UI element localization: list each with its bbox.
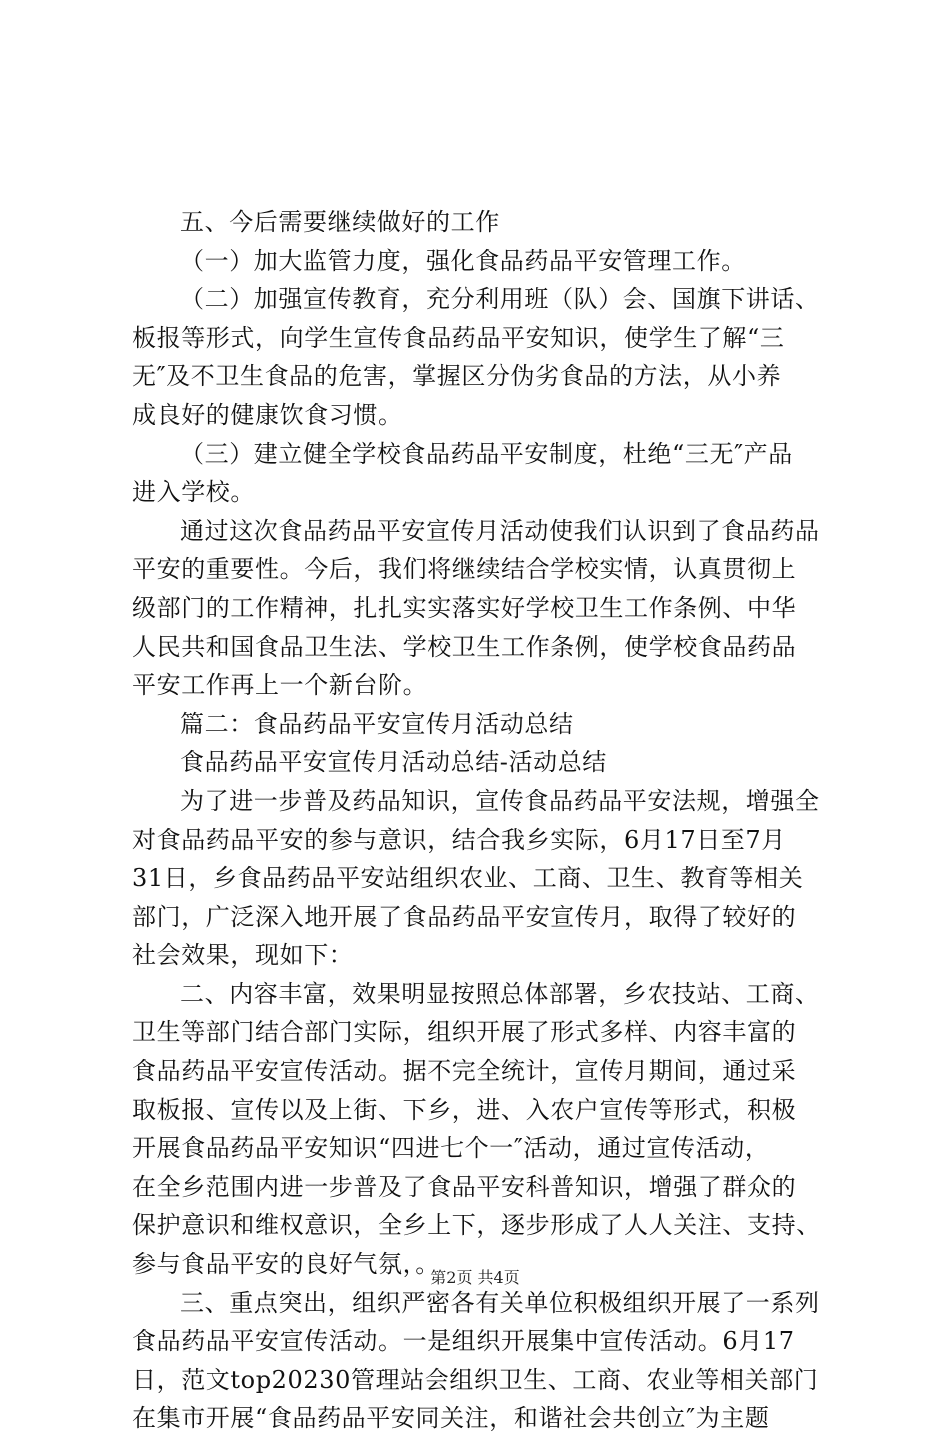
section-heading: 五、今后需要继续做好的工作 — [180, 208, 500, 236]
paragraph-line: 成良好的健康饮食习惯。 — [132, 400, 403, 429]
paragraph-line: （三）建立健全学校食品药品平安制度，杜绝“三无″产品 — [180, 439, 793, 468]
paragraph-line: 部门，广泛深入地开展了食品药品平安宣传月，取得了较好的 — [132, 902, 797, 931]
paragraph-line: 无″及不卫生食品的危害，掌握区分伪劣食品的方法，从小养 — [132, 362, 782, 391]
paragraph-line: 平安的重要性。今后，我们将继续结合学校实情，认真贯彻上 — [132, 555, 797, 584]
paragraph-line: 级部门的工作精神，扎扎实实落实好学校卫生工作条例、中华 — [132, 593, 797, 622]
paragraph-line: 日，范文top20230管理站会组织卫生、工商、农业等相关部门 — [132, 1365, 819, 1394]
paragraph-line: 板报等形式，向学生宣传食品药品平安知识，使学生了解“三 — [132, 323, 785, 352]
paragraph-line: 食品药品平安宣传活动。据不完全统计，宣传月期间，通过采 — [132, 1057, 797, 1086]
paragraph-line: 三、重点突出，组织严密各有关单位积极组织开展了一系列 — [180, 1288, 820, 1317]
paragraph-line: 在全乡范围内进一步普及了食品平安科普知识，增强了群众的 — [132, 1172, 797, 1201]
section-heading: 篇二：食品药品平安宣传月活动总结 — [180, 709, 574, 738]
page-footer — [0, 1268, 950, 1288]
paragraph-line: 进入学校。 — [132, 478, 255, 507]
paragraph-line: 开展食品药品平安知识“四进七个一″活动，通过宣传活动， — [132, 1134, 770, 1163]
paragraph-line: 31日，乡食品药品平安站组织农业、工商、卫生、教育等相关 — [132, 864, 804, 893]
page-number: 第2页 共4页 — [430, 1268, 520, 1287]
paragraph-line: 平安工作再上一个新台阶。 — [132, 671, 428, 700]
paragraph-line: （一）加大监管力度，强化食品药品平安管理工作。 — [180, 246, 746, 275]
paragraph-line: 通过这次食品药品平安宣传月活动使我们认识到了食品药品 — [180, 516, 820, 545]
paragraph-line: 食品药品平安宣传活动。一是组织开展集中宣传活动。6月17 — [132, 1327, 795, 1356]
paragraph-line: 对食品药品平安的参与意识，结合我乡实际，6月17日至7月 — [132, 825, 786, 854]
section-heading: 食品药品平安宣传月活动总结-活动总结 — [180, 748, 607, 777]
paragraph-line: 保护意识和维权意识，全乡上下，逐步形成了人人关注、支持、 — [132, 1211, 821, 1240]
document-body — [132, 203, 832, 1438]
paragraph-line: 取板报、宣传以及上街、下乡，进、入农户宣传等形式，积极 — [132, 1095, 797, 1124]
paragraph-line: 人民共和国食品卫生法、学校卫生工作条例，使学校食品药品 — [132, 632, 797, 661]
paragraph-line: 社会效果，现如下： — [132, 941, 354, 970]
paragraph-line: 二、内容丰富，效果明显按照总体部署，乡农技站、工商、 — [180, 979, 820, 1008]
paragraph-line: （二）加强宣传教育，充分利用班（队）会、国旗下讲话、 — [180, 285, 820, 314]
paragraph-line: 参与食品平安的良好气氛，。 — [132, 1250, 440, 1279]
paragraph-line: 为了进一步普及药品知识，宣传食品药品平安法规，增强全 — [180, 786, 820, 815]
paragraph-line: 在集市开展“食品药品平安同关注，和谐社会共创立″为主题 — [132, 1404, 770, 1433]
paragraph-line: 卫生等部门结合部门实际，组织开展了形式多样、内容丰富的 — [132, 1018, 797, 1047]
